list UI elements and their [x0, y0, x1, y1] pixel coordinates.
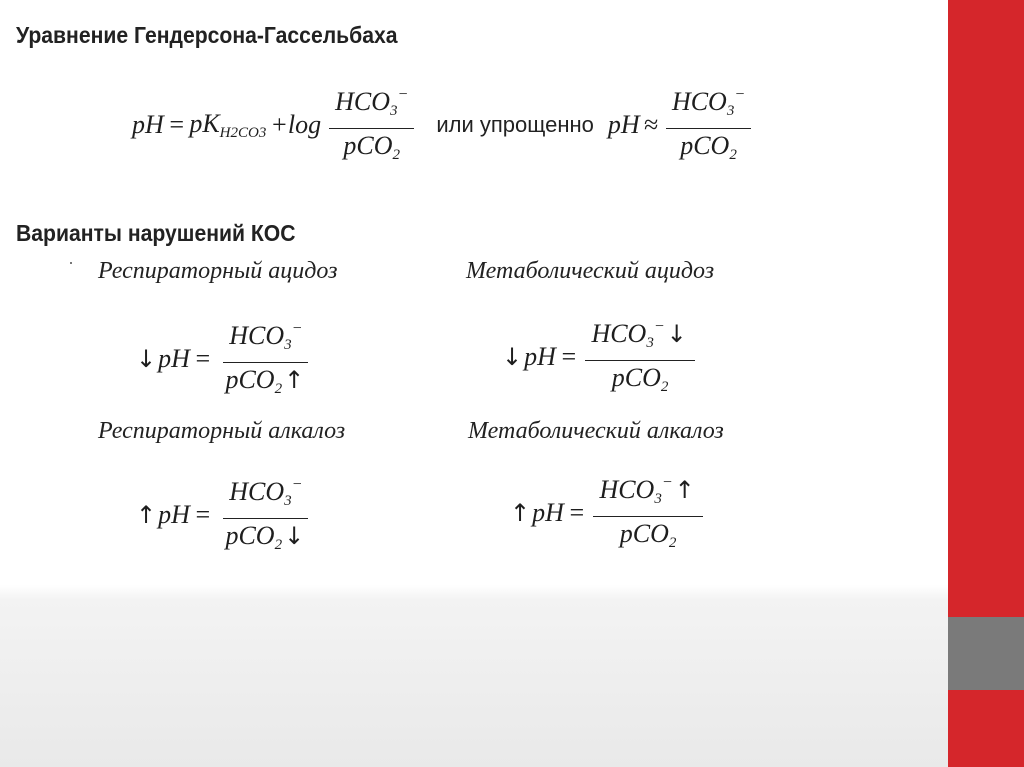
side-stripe-red-top [948, 0, 1024, 617]
fraction-numerator: $HCO_3^-↑$ [593, 468, 702, 517]
numerator-arrow: ↑ [674, 476, 695, 504]
numerator-arrow: ↓ [666, 320, 687, 348]
fraction-denominator: pCO$_2$↓ [225, 521, 305, 553]
fraction [329, 80, 414, 170]
fraction [585, 312, 694, 402]
fraction-denominator: pCO$_2$ [343, 131, 401, 163]
fraction-numerator: $HCO_3^-$ [223, 314, 308, 363]
ph-arrow: ↓ [502, 343, 523, 371]
ph-arrow: ↑ [136, 501, 157, 529]
connector-text: или упрощенно [436, 112, 594, 137]
equals-sign: = [193, 344, 212, 373]
denominator-arrow: ↑ [284, 366, 305, 394]
fraction-denominator: pCO$_2$ [680, 131, 737, 163]
variant-formula-respiratory-acidosis [134, 314, 316, 404]
denominator-arrow: ↓ [284, 522, 305, 550]
variant-label-respiratory-acidosis: Респираторный ацидоз [98, 258, 338, 284]
fraction [219, 314, 312, 404]
fraction-numerator: $HCO_3^-$ [666, 80, 751, 129]
fraction-denominator: pCO$_2$↑ [225, 365, 305, 397]
ph-symbol: pH [132, 110, 164, 139]
variant-formula-metabolic-alkalosis [508, 468, 707, 558]
approx-sign: ≈ [643, 110, 658, 139]
ph-symbol: pH [524, 342, 556, 371]
variant-label-metabolic-alkalosis: Метаболический алкалоз [468, 418, 724, 444]
fraction-denominator: pCO$_2$ [611, 363, 669, 395]
fraction [593, 468, 702, 558]
equals-sign: = [567, 498, 586, 527]
variant-label-metabolic-acidosis: Метаболический ацидоз [466, 258, 715, 284]
ph-arrow: ↑ [510, 499, 531, 527]
stray-dot [70, 262, 72, 264]
equals-sign: = [559, 342, 578, 371]
fraction-denominator: pCO$_2$ [619, 519, 677, 551]
equals-sign: = [193, 500, 212, 529]
variant-formula-metabolic-acidosis [500, 312, 699, 402]
fraction [219, 470, 312, 560]
ph-symbol: pH [158, 344, 190, 373]
pk-term: $pK_{H2CO3}$ [189, 108, 267, 141]
variant-formula-respiratory-alkalosis [134, 470, 316, 560]
variant-label-respiratory-alkalosis: Респираторный алкалоз [98, 418, 346, 444]
plus-log-term: +log [270, 110, 322, 139]
side-stripe-gray [948, 617, 1024, 690]
fraction-simple [666, 80, 751, 170]
henderson-formula [132, 80, 755, 170]
ph-symbol: pH [532, 498, 564, 527]
henderson-heading: Уравнение Гендерсона-Гассельбаха [16, 22, 398, 48]
equals-sign: = [167, 110, 186, 139]
side-stripe-red-bottom [948, 690, 1024, 767]
variants-heading: Варианты нарушений КОС [16, 220, 296, 246]
ph-arrow: ↓ [136, 345, 157, 373]
ph-symbol-simple: pH [607, 110, 640, 139]
fraction-numerator: $HCO_3^-$ [329, 80, 414, 129]
ph-symbol: pH [158, 500, 190, 529]
fraction-numerator: $HCO_3^-$ [223, 470, 308, 519]
fraction-numerator: $HCO_3^-↓$ [585, 312, 694, 361]
